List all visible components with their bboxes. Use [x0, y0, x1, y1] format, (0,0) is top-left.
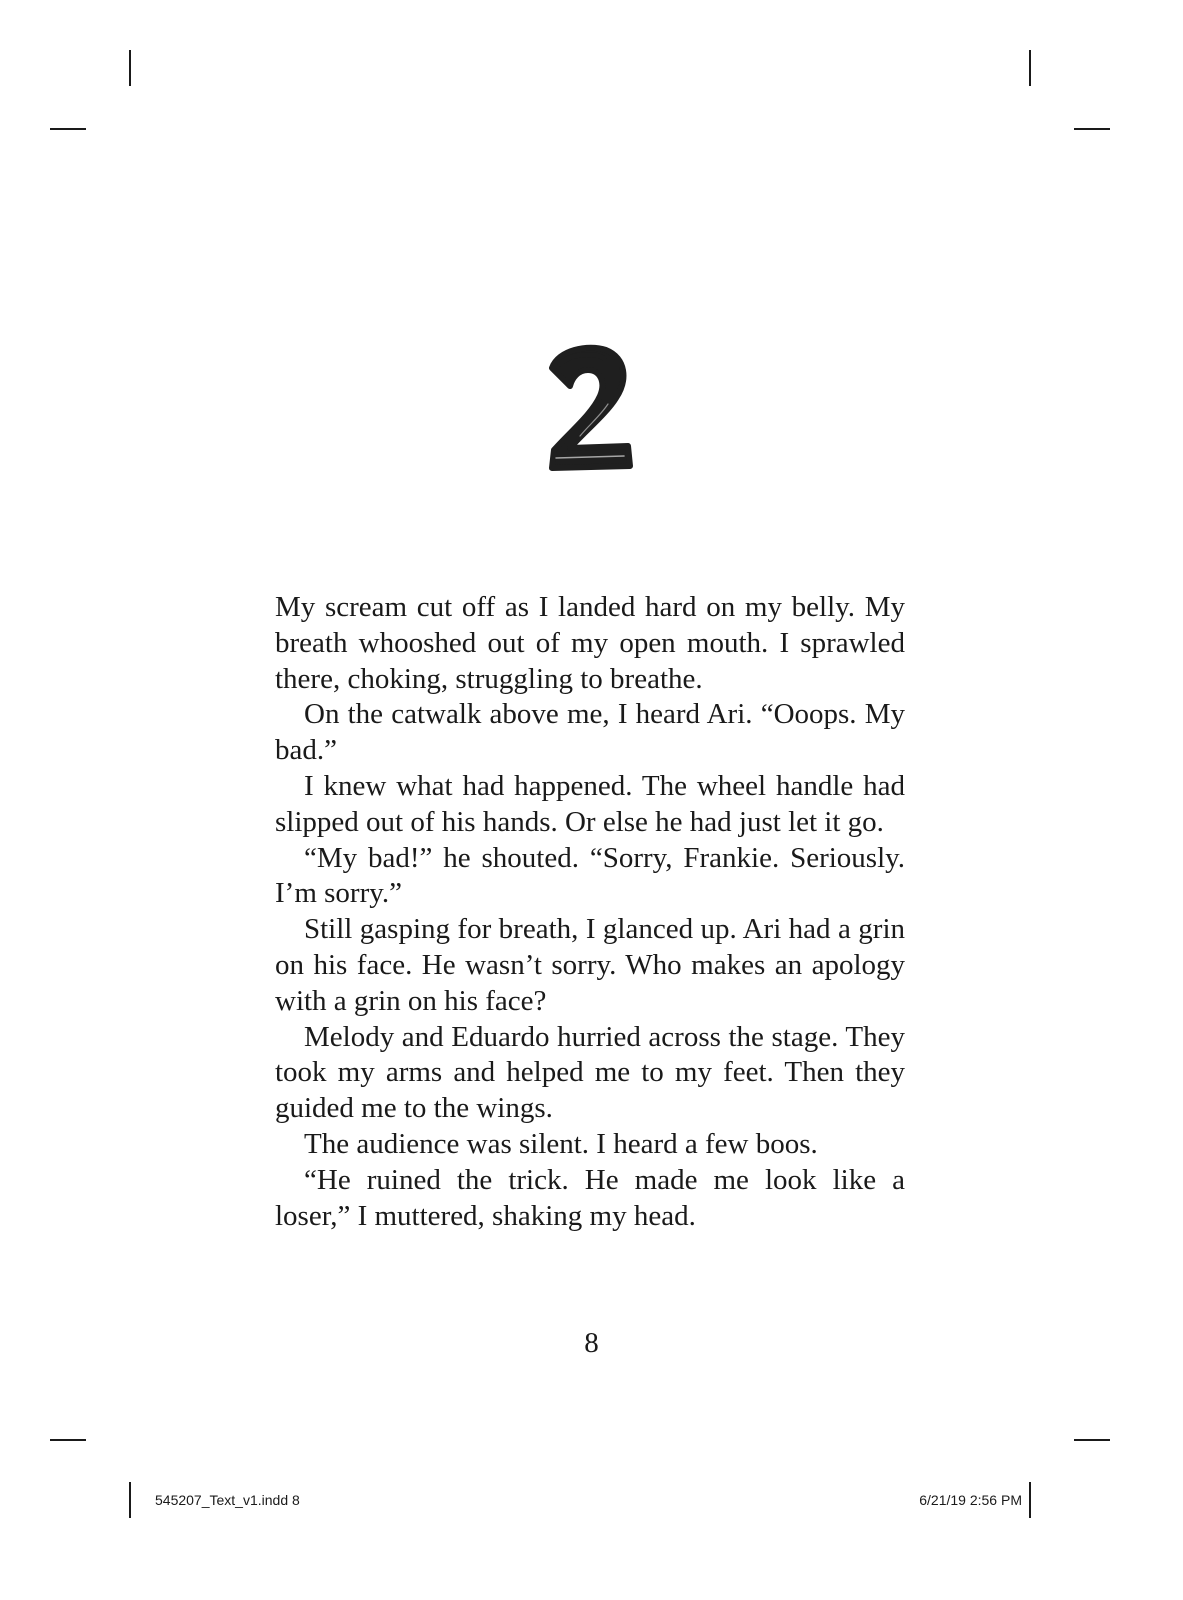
crop-mark-bottom-left-vertical	[129, 1482, 131, 1518]
crop-mark-top-left-vertical	[129, 50, 131, 86]
paragraph: On the catwalk above me, I heard Ari. “Ooops. My bad.”	[275, 698, 905, 767]
chapter-number-glyph	[540, 340, 640, 480]
chapter-number	[540, 340, 640, 480]
slug-timestamp: 6/21/19 2:56 PM	[919, 1492, 1022, 1508]
body-text	[275, 590, 905, 1234]
crop-mark-top-right-vertical	[1029, 50, 1031, 86]
crop-mark-top-left-horizontal	[50, 128, 86, 130]
crop-mark-bottom-right-vertical	[1029, 1482, 1031, 1518]
paragraph: The audience was silent. I heard a few boos.	[304, 1127, 818, 1160]
slug-filename: 545207_Text_v1.indd 8	[155, 1492, 300, 1508]
paragraph: Still gasping for breath, I glanced up. Ari had a grin on his face. He wasn’t sorry. Who makes an apology with a grin on his face?	[275, 913, 905, 1017]
crop-mark-bottom-left-horizontal	[50, 1439, 86, 1441]
crop-mark-top-right-horizontal	[1074, 128, 1110, 130]
paragraph: My scream cut off as I landed hard on my belly. My breath whooshed out of my open mouth. I sprawled there, choking, struggling to breathe.	[275, 591, 905, 695]
paragraph: Melody and Eduardo hurried across the stage. They took my arms and helped me to my feet. Then they guided me to the wings.	[275, 1020, 905, 1125]
crop-mark-bottom-right-horizontal	[1074, 1439, 1110, 1441]
paragraph: “My bad!” he shouted. “Sorry, Frankie. Seriously. I’m sorry.”	[275, 841, 905, 910]
page-number: 8	[584, 1327, 599, 1359]
paragraph: “He ruined the trick. He made me look like a loser,” I muttered, shaking my head.	[275, 1163, 905, 1232]
paragraph: I knew what had happened. The wheel handle had slipped out of his hands. Or else he had just let it go.	[275, 769, 905, 838]
